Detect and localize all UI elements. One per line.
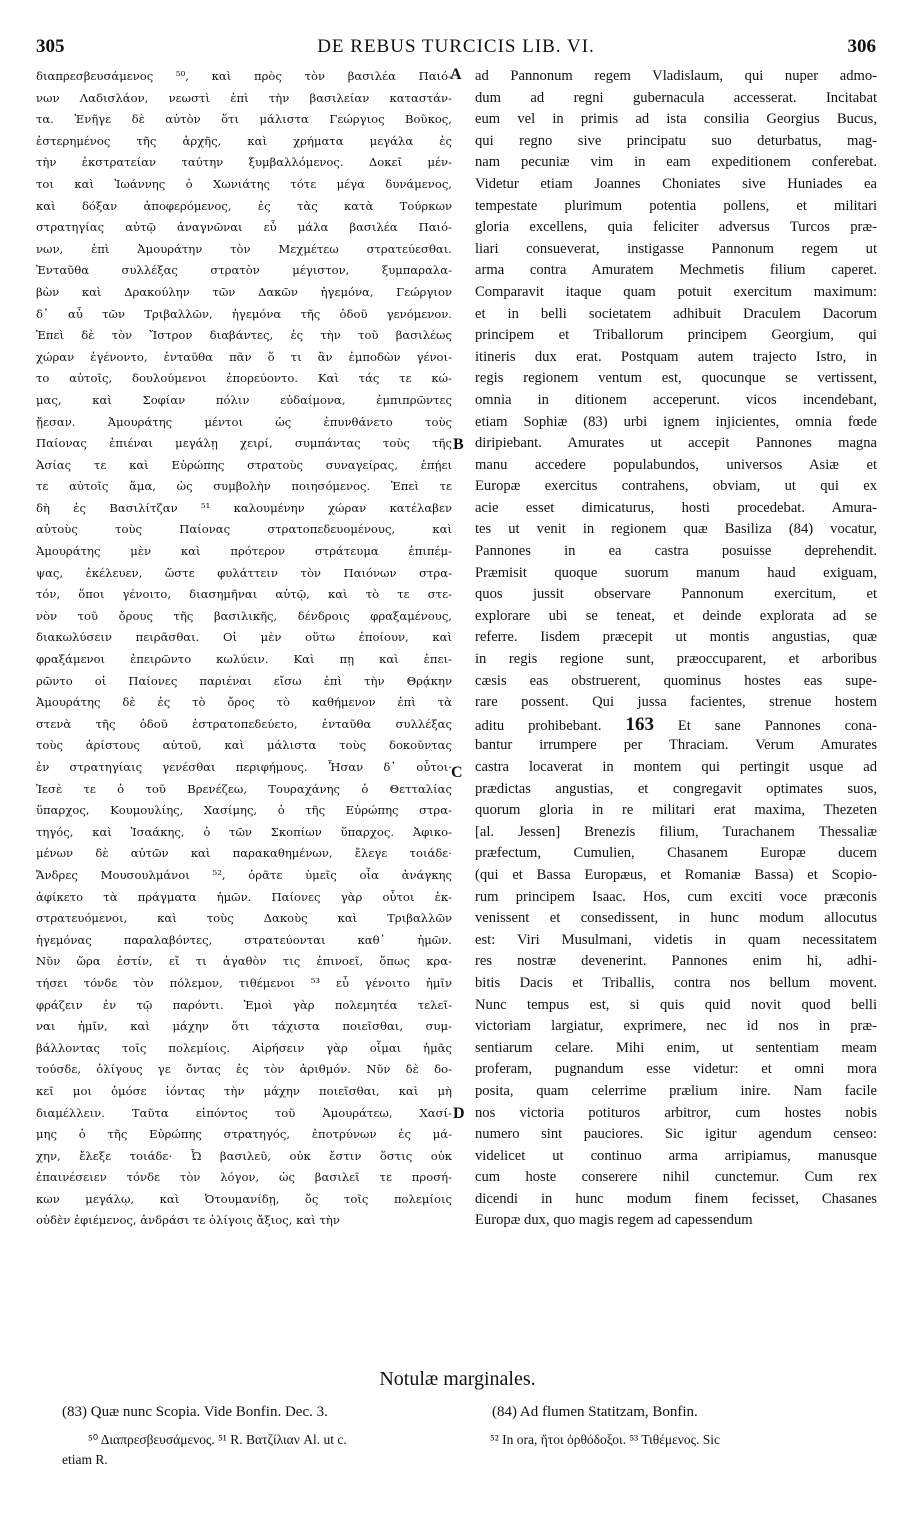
latin-line: Comparavit itaque quam potuit exercitum maximum: [475, 283, 877, 300]
latin-line: cum hoste conserere nihil cunctemur. Cum rex [475, 1169, 877, 1186]
greek-line: Ἀμουράτης μὲν καὶ πρότερον στράτευμα ἐπιπέμ- [36, 544, 452, 559]
greek-line: φραξάμενοι ἐπειρῶντο κωλύειν. Καὶ πῃ καὶ ἐπει- [36, 652, 452, 667]
column-number-163: 163 [625, 713, 654, 735]
section-marker-c: C [451, 764, 463, 781]
latin-line: prædictas angustias, et congregavit optimates suos, [475, 780, 877, 797]
latin-line: nam pecuniæ vim in eam expeditionem conferebat. [475, 154, 877, 171]
latin-line: tes ut venit in regionem quæ Basiliza (84) vocatur, [475, 521, 877, 538]
latin-line: quorum gloria in re militari erat maxima, Thezeten [475, 802, 877, 819]
latin-line: (qui et Bassa Europæus, et Romaniæ Bassa) et Scopio- [475, 866, 877, 883]
greek-line: κων μεγάλῳ, καὶ Ὀτουμανίδῃ, ὅς τοῖς πολεμίοις [36, 1191, 452, 1206]
greek-line: κεῖ μοι ὁμόσε ἰόντας τὴν μάχην ποιεῖσθαι, καὶ μὴ [36, 1083, 452, 1098]
latin-line: regis regionem ventum est, quocunque se vertissent, [475, 370, 877, 387]
latin-line: omnia in ditionem acceperunt. vicos incendebant, [475, 391, 877, 408]
greek-line: ὕπαρχος, Κουμουλίης, Χασίμης, ὁ τῆς Εὐρώπης στρα- [36, 803, 452, 818]
note-84: (84) Ad flumen Statitzam, Bonfin. [492, 1404, 698, 1420]
latin-text-column [475, 66, 877, 1232]
greek-line: ἐστερημένος τῆς ἀρχῆς, καὶ χρήματα μεγάλα ἐς [36, 133, 452, 148]
latin-line: proferam, pugnandum esse videtur: et omni mora [475, 1061, 877, 1078]
greek-text-column [36, 66, 452, 1232]
greek-line: ναι ἡμῖν, καὶ μάχην ὅτι τάχιστα ποιεῖσθαι, συμ- [36, 1019, 452, 1034]
greek-line: ρῶντο οἱ Παίονες παριέναι εἴσω ἐπὶ τὴν Θρᾴκην [36, 673, 452, 688]
greek-line: οὐδὲν ἐφιέμενος, ἀνδράσι τε ὀλίγοις ἄξιος, καὶ τὴν [36, 1213, 340, 1228]
latin-line: qui regno sive principatu suo deturbatus, mag- [475, 132, 877, 149]
latin-line: et in belli societatem adhibuit Draculem Dacorum [475, 305, 877, 322]
greek-line: στρατηγίας αὐτῷ ἀναγνῶναι εὖ μάλα βασιλέα Παιό- [36, 220, 452, 235]
latin-line: Europæ exercitus contrahens, obviam, ut qui ex [475, 478, 877, 495]
section-marker-a: A [450, 66, 462, 83]
latin-line: nos victoria potituros arbitror, cum hostes nobis [475, 1104, 877, 1121]
latin-line: liari consueverat, instigasse Pannonum regem ut [475, 240, 877, 257]
latin-line: Pannones in ea castra posuisse deprehendit. [475, 543, 877, 560]
latin-line: Videtur etiam Joannes Choniates sive Huniades ea [475, 175, 877, 192]
running-header [36, 36, 876, 60]
latin-line: sentiarum celare. Mihi enim, ut sententiam meam [475, 1039, 877, 1056]
latin-line: victoriam largiatur, exprimere, nec id nos in præ- [475, 1018, 877, 1035]
greek-line: τήσει τόνδε τὸν πόλεμον, τιθέμενοι ⁵³ εὖ γένοιτο ἡμῖν [36, 975, 452, 990]
greek-line: τηγός, καὶ Ἰσαάκης, ὁ τῶν Σκοπίων ὕπαρχος. Ἀφικο- [36, 824, 452, 839]
latin-line: cæsis eas obstruerent, quominus hostes eas supe- [475, 672, 877, 689]
latin-line: Europæ dux, quo magis regem ad capessendum [475, 1212, 753, 1229]
latin-line: eum vel in primis ad ista consilia Georgius Bucus, [475, 111, 877, 128]
latin-line: est: Viri Musulmani, videtis in quam necessitatem [475, 931, 877, 948]
greek-line: τε αὐτοῖς ἅμα, ὡς συμβολὴν ποιησόμενος. Ἐπεὶ τε [36, 479, 452, 494]
greek-line: Ἄνδρες Μουσουλμάνοι ⁵², ὁρᾶτε ὑμεῖς οἷα ἀνάγκης [36, 867, 452, 882]
greek-line: ἡγεμόνας παραλαβόντες, στρατεύονται καθ᾽ ἡμῶν. [36, 932, 452, 947]
greek-line: ᾔεσαν. Ἀμουράτης μέντοι ὡς ἐπυνθάνετο τοὺς [36, 414, 452, 429]
latin-line: in regis regione sunt, præoccuparent, et arboribus [475, 651, 877, 668]
latin-line: itineris dux erat. Postquam autem trajecto Istro, in [475, 348, 877, 365]
latin-line: diripiebant. Amurates ut accepit Pannones magna [475, 435, 877, 452]
greek-line: Ἀσίας τε καὶ Εὐρώπης στρατοὺς συναγείρας, ἐπῄει [36, 457, 452, 472]
greek-line: νων, ἐπὶ Ἀμουράτην τὸν Μεχμέτεω στρατεύεσθαι. [36, 241, 452, 256]
greek-line: ἀφίκετο τὰ πράγματα ἡμῶν. Παίονες γὰρ οὗτοι ἐκ- [36, 889, 452, 904]
latin-line: numero sint pauciores. Sic igitur agendum censeo: [475, 1126, 877, 1143]
page-number-left: 305 [36, 36, 65, 57]
latin-line: etiam Sophiæ (83) urbi ignem injicientes, omnia fœde [475, 413, 877, 430]
greek-line: Νῦν ὥρα ἐστίν, εἴ τι ἀγαθὸν τις ἐπινοεῖ, ὅπως κρα- [36, 954, 452, 969]
latin-line: dum ad regni gubernacula accesserat. Incitabat [475, 89, 877, 106]
page-number-right: 306 [847, 36, 876, 57]
latin-line: principem et Triballorum principem Georgium, qui [475, 327, 877, 344]
greek-line: τὴν ἐκστρατείαν ταύτην ξυμβαλλόμενος. Δοκεῖ μέν- [36, 155, 452, 170]
greek-line: χώραν ἐγένοντο, ἐνταῦθα πᾶν ὅ τι ἂν ἐμποδὼν γένοι- [36, 349, 452, 364]
greek-line: Ἰεσὲ τε ὁ τοῦ Βρενέζεω, Τουραχάνης ὁ Θετταλίας [36, 781, 452, 796]
greek-line: μένων δὲ αὐτῶν καὶ παρακαθημένων, ἔλεγε τοιάδε· [36, 846, 452, 861]
greek-line: μας, καὶ Σοφίαν πόλιν εὐδαίμονα, ἐμπιπρῶντες [36, 392, 452, 407]
note-83: (83) Quæ nunc Scopia. Vide Bonfin. Dec. 3. [62, 1404, 328, 1420]
greek-line: μης ὁ τῆς Εὐρώπης στρατηγός, ἐποτρύνων ἐς μά- [36, 1127, 452, 1142]
latin-line: [al. Jessen] Brenezis filium, Turachanem Thessaliæ [475, 823, 877, 840]
greek-line: διαμέλλειν. Ταῦτα εἰπόντος τοῦ Ἀμουράτεω, Χασί- [36, 1105, 452, 1120]
marginal-notes-title: Notulæ marginales. [379, 1368, 536, 1390]
latin-line: posita, quam celerrime prælium inire. Nam facile [475, 1082, 877, 1099]
latin-line: referre. Iisdem præcepit ut montis angustias, quæ [475, 629, 877, 646]
latin-line: Præmisit quoque suorum manum haud exiguam, [475, 564, 877, 581]
greek-line: φράζειν ἐν τῷ παρόντι. Ἐμοὶ γὰρ πολεμητέα τελεῖ- [36, 997, 452, 1012]
latin-line: ad Pannonum regem Vladislaum, qui nuper admo- [475, 68, 877, 84]
greek-line: καὶ δόξαν ἀποφερόμενος, ἐς τὰς κατὰ Τούρκων [36, 198, 452, 213]
greek-line: ἐν στρατηγίαις γενέσθαι περιφήμους. Ἦσαν δ᾽ οὗτοι· [36, 760, 452, 774]
greek-line: ἐπαινέσειεν τόνδε τὸν λόγον, ὡς βασιλεῖ τε προσή- [36, 1170, 452, 1185]
greek-line: τόν, ὅποι γένοιτο, διασημῆναι αὐτῷ, καὶ τὸ τε στε- [36, 587, 452, 602]
running-title: DE REBUS TURCICIS LIB. VI. [317, 36, 595, 57]
latin-line: tempestate plurimum potentia pollens, et militari [475, 197, 877, 214]
latin-line: videlicet ut continuo arma arripiamus, manusque [475, 1147, 877, 1164]
latin-line: venissent et consedissent, in hunc modum allocutus [475, 910, 877, 927]
greek-line: χην, ἔλεξε τοιάδε· Ὦ βασιλεῦ, οὐκ ἔστιν ὅστις οὐκ [36, 1148, 452, 1163]
greek-line: δ᾽ αὖ τῶν Τριβαλλῶν, ἡγεμόνα τῆς ὁδοῦ γενόμενον. [36, 306, 452, 321]
latin-line: castra locaverat in montem qui pertingit usque ad [475, 759, 877, 775]
greek-line: ψας, ἐκέλευεν, ὥστε φυλάττειν τὸν Παιόνων στρα- [36, 565, 452, 580]
greek-line: τοι καὶ Ἰωάννης ὁ Χωνιάτης τότε μέγα δυνάμενος, [36, 176, 452, 191]
greek-line: το αὐτοῖς, δουλούμενοι ἐπορεύοντο. Καὶ τάς τε κώ- [36, 371, 452, 386]
latin-line: arma contra Amuratem Mechmetis filium caperet. [475, 262, 877, 279]
latin-line: bantur irrumpere per Thraciam. Verum Amurates [475, 737, 877, 754]
latin-line: rum principem Isaac. Hos, cum exciti voce præconis [475, 888, 877, 905]
section-marker-b: B [453, 436, 464, 453]
latin-line: bitis Dacis et Triballis, contra nos bellum movent. [475, 974, 877, 991]
apparatus-note-52-53: ⁵² In ora, ἤτοι ὀρθόδοξοι. ⁵³ Τιθέμενος. Sic [490, 1432, 720, 1447]
greek-line: βάλλοντας τοῖς πολεμίοις. Αἱρήσειν γὰρ οἶμαι ἡμᾶς [36, 1040, 452, 1055]
greek-line: νων Λαδισλάον, νεωστὶ ἐπὶ τὴν βασιλείαν καταστάν- [36, 90, 452, 105]
latin-line: manu accedere populabundos, universos Asiæ et [475, 456, 877, 473]
latin-line: quos jussit observare Pannonum exercitum, et [475, 586, 877, 603]
apparatus-note-50-51: ⁵⁰ Διαπρεσβευσάμενος. ⁵¹ R. Βατζίλιαν Al. ut c. [88, 1432, 347, 1447]
latin-line: aditu prohibebant. 163 Et sane Pannones cona- [475, 713, 877, 735]
greek-line: Παίονας ἐπιέναι μεγάλῃ χειρί, συμπάντας τοὺς τῆς [36, 436, 452, 451]
greek-line: δὴ ἐς Βασιλίτζαν ⁵¹ καλουμένην χώραν κατέλαβεν [36, 500, 452, 515]
apparatus-note-continued: etiam R. [62, 1452, 108, 1467]
latin-line: explorare ubi se teneat, et deinde explorata ad se [475, 607, 877, 624]
latin-line: dicendi in hunc modum finem fecisset, Chasanes [475, 1190, 877, 1207]
greek-line: βὼν καὶ Δρακούλην τῶν Δακῶν ἡγεμόνα, Γεώργιον [36, 284, 452, 299]
latin-line: Nunc tempus est, si quis quid novit quod belli [475, 996, 877, 1013]
greek-line: Ἐπεὶ δὲ τὸν Ἴστρον διαβάντες, ἐς τὴν τοῦ βασιλέως [36, 328, 452, 343]
greek-line: στρατευόμενοι, καὶ τοὺς Δακοὺς καὶ Τριβαλλῶν [36, 911, 452, 926]
greek-line: Ἐνταῦθα συλλέξας στρατὸν μέγιστον, ξυμπαραλα- [36, 263, 452, 278]
greek-line: τοὺς ἀρίστους αὐτοῦ, καὶ μάλιστα τοὺς δοκοῦντας [36, 738, 452, 753]
section-marker-d: D [453, 1105, 465, 1122]
latin-line: rare possent. Qui jussa facientes, strenue hostem [475, 694, 877, 711]
greek-line: διαπρεσβευσάμενος ⁵⁰, καὶ πρὸς τὸν βασιλέα Παιό- [36, 69, 452, 83]
greek-line: τούσδε, ὀλίγους γε ὄντας ἐς τὸν ἀριθμόν. Νῦν δὲ δο- [36, 1062, 452, 1077]
latin-line: gloria excellens, quia feliciter adversus Turcos præ- [475, 219, 877, 236]
latin-line: res nostræ devenerint. Pannones enim hi, adhi- [475, 953, 877, 970]
greek-line: διακωλύσειν πειρᾶσθαι. Οἱ μὲν οὕτω ἐποίουν, καὶ [36, 630, 452, 645]
latin-line: præfectum, Cumulien, Chasanem Europæ ducem [475, 845, 877, 862]
greek-line: τα. Ἐνῆγε δὲ αὐτὸν ὅτι μάλιστα Γεώργιος Βοῦκος, [36, 112, 452, 127]
latin-line: acie esset dimicaturus, hosti procedebat. Amura- [475, 499, 877, 516]
greek-line: Ἀμουράτης δὲ ἐς τὸ ὄρος τὸ καθήμενον ἐπὶ τὰ [36, 695, 452, 710]
greek-line: αὐτοὺς τοὺς Παίονας στρατοπεδευομένους, καὶ [36, 522, 452, 537]
greek-line: στενὰ τῆς ὁδοῦ ἐστρατοπεδεύετο, ἐνταῦθα συλλέξας [36, 716, 452, 731]
greek-line: νὸν τοῦ ὄρους τῆς βασιλικῆς, δένδροις φραξαμένους, [36, 608, 452, 623]
